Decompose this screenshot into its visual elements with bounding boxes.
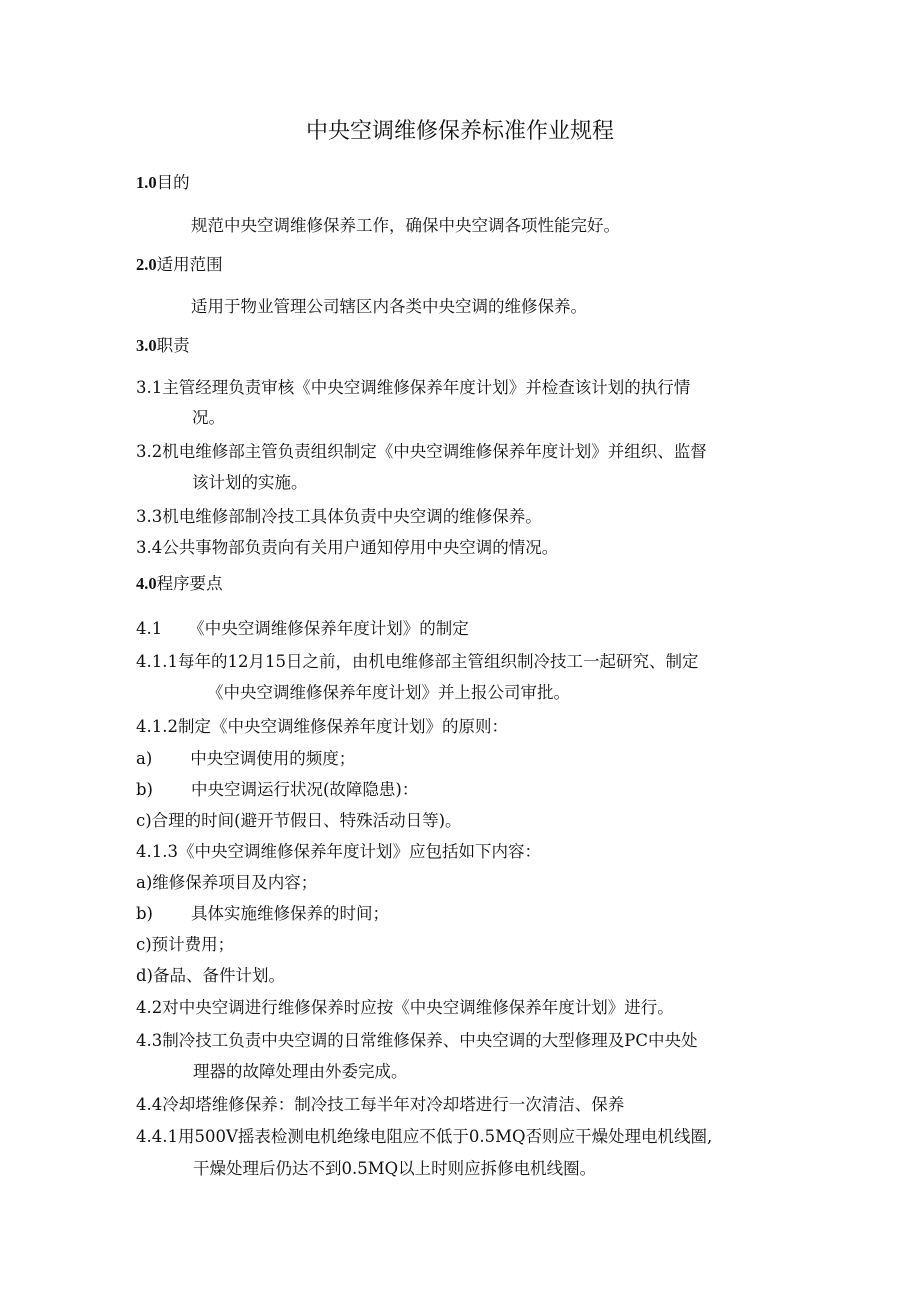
list-item-continuation: 该计划的实施。 — [192, 473, 308, 492]
section-number: 3.0 — [136, 336, 157, 355]
list-item — [136, 902, 389, 926]
section-heading-4 — [136, 572, 223, 596]
section-number: 1.0 — [136, 173, 157, 192]
section-2-body: 适用于物业管理公司辖区内各类中央空调的维修保养。 — [191, 297, 587, 316]
list-item: 4.2对中央空调进行维修保养时应按《中央空调维修保养年度计划》进行。 — [136, 998, 674, 1017]
list-item-continuation: 理器的故障处理由外委完成。 — [193, 1062, 408, 1081]
list-item: 4.4.1用500V摇表检测电机绝缘电阻应不低于0.5MQ否则应干燥处理电机线圈, — [136, 1127, 713, 1146]
list-item: d)备品、备件计划。 — [136, 966, 285, 985]
section-title: 适用范围 — [156, 255, 223, 274]
item-text: 具体实施维修保养的时间； — [191, 904, 389, 923]
item-label: a) — [136, 749, 153, 768]
list-item-continuation: 干燥处理后仍达不到0.5MQ以上时则应拆修电机线圈。 — [193, 1159, 597, 1178]
list-item: a)维修保养项目及内容； — [136, 873, 318, 892]
section-heading-1 — [136, 171, 190, 195]
list-item: 4.1.2制定《中央空调维修保养年度计划》的原则： — [136, 717, 508, 736]
section-heading-2 — [136, 253, 223, 277]
item-number: 4.1 — [136, 619, 163, 638]
item-label: b) — [136, 904, 153, 923]
list-item: 3.4公共事物部负责向有关用户通知停用中央空调的情况。 — [136, 538, 559, 557]
list-item: c)合理的时间(避开节假日、特殊活动日等)。 — [136, 811, 462, 830]
list-item — [136, 778, 418, 802]
list-item: 4.4冷却塔维修保养：制冷技工每半年对冷却塔进行一次清洁、保养 — [136, 1095, 625, 1114]
list-item — [136, 747, 355, 771]
section-title: 程序要点 — [156, 574, 223, 593]
list-item-continuation: 《中央空调维修保养年度计划》并上报公司审批。 — [207, 683, 570, 702]
page-title: 中央空调维修保养标准作业规程 — [305, 119, 614, 144]
section-heading-3 — [136, 334, 190, 358]
item-text: 中央空调运行状况(故障隐患)： — [191, 780, 419, 799]
item-text: 中央空调使用的频度； — [190, 749, 356, 768]
list-item-continuation: 况。 — [192, 408, 225, 427]
list-item: 4.1.3《中央空调维修保养年度计划》应包括如下内容： — [136, 842, 541, 861]
section-number: 4.0 — [136, 574, 157, 593]
section-title: 目的 — [156, 173, 190, 192]
item-text: 《中央空调维修保养年度计划》的制定 — [188, 619, 469, 638]
list-item: 3.1主管经理负责审核《中央空调维修保养年度计划》并检查该计划的执行情 — [136, 378, 691, 397]
list-item: c)预计费用； — [136, 935, 235, 954]
section-1-body: 规范中央空调维修保养工作，确保中央空调各项性能完好。 — [191, 216, 620, 235]
list-item: 3.3机电维修部制冷技工具体负责中央空调的维修保养。 — [136, 507, 542, 526]
section-title: 职责 — [156, 336, 190, 355]
item-label: b) — [136, 780, 153, 799]
list-item: 4.1.1每年的12月15日之前，由机电维修部主管组织制冷技工一起研究、制定 — [136, 652, 699, 671]
section-number: 2.0 — [136, 255, 157, 274]
list-item: 4.3制冷技工负责中央空调的日常维修保养、中央空调的大型修理及PC中央处 — [136, 1031, 698, 1050]
list-item: 3.2机电维修部主管负责组织制定《中央空调维修保养年度计划》并组织、监督 — [136, 442, 707, 461]
list-item — [136, 617, 469, 641]
